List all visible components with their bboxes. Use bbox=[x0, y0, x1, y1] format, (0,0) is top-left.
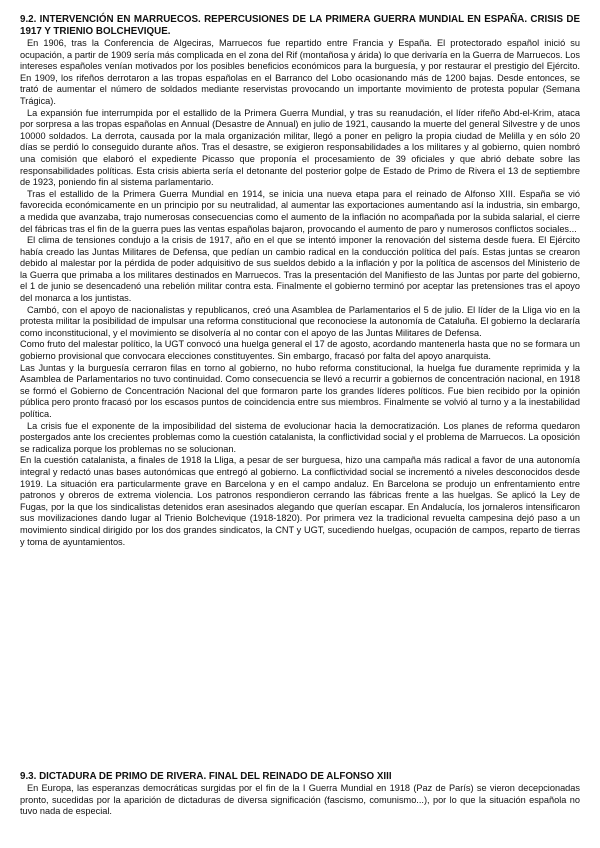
paragraph-juntas: Las Juntas y la burguesía cerraron filas en torno al gobierno, no hubo reforma constitucional, la huelga fue duramente reprimida y la Asamblea de Parlamentarios no tuvo continuidad. Como consecuencia se llevó a recurrir a gobiernos de concentración nacional, en 1918 se formó el Gobierno de Concentración Nacional del que formaron parte los grandes líderes políticos. Fue bien recibido por la opinión pública pero pronto fracasó por los escasos puntos de coincidencia entre sus miembros. Finalmente se volvió al turno y a la inestabilidad política. bbox=[20, 362, 580, 419]
paragraph-crisis-1917: El clima de tensiones condujo a la crisis de 1917, año en el que se intentó imponer la renovación del sistema desde fuera. El Ejército había creado las Juntas Militares de Defensa, que pedían un cambio radical en la conducción política del país. Estas juntas se crearon debido al malestar por la pérdida de poder adquisitivo de sus sueldos debido a la inflación y por la política de ascensos del Ministerio de la Guerra que primaba a los militares destinados en Marruecos. Tras la presentación del Manifiesto de las Juntas por parte del gobierno, el 1 de junio se desencadenó una rebelión militar contra esta. Finalmente el gobierno terminó por aceptar las pretensiones tras el apoyo del monarca a los juntistas. bbox=[20, 235, 580, 304]
section-heading: 9.2. INTERVENCIÓN EN MARRUECOS. REPERCUSIONES DE LA PRIMERA GUERRA MUNDIAL EN ESPAÑA. CRISIS DE 1917 Y TRIENIO BOLCHEVIQUE. bbox=[20, 14, 580, 37]
paragraph-annual: La expansión fue interrumpida por el estallido de la Primera Guerra Mundial, y tras su reanudación, el líder rifeño Abd-el-Krim, ataca por sorpresa a las tropas españolas en Annual (Desastre de Annual) en julio de 1921, causando la muerte del general Silvestre y de unos 10000 soldados. La derrota, causada por la mala organización militar, llegó a poner en peligro la propia ciudad de Melilla y en sólo 20 días se perdió lo conseguido durante años. Tras el desastre, se exigieron responsabilidades a los militares y al gobierno, quien nombró una comisión que elaboró el expediente Picasso que proponía el procesamiento de 39 oficiales y que abrió debate sobre las responsabilidades políticas. Esta crisis abierta sería el detonante del posterior golpe de Estado de Primo de Rivera el 13 de septiembre de 1923, poniendo fin al sistema parlamentario. bbox=[20, 107, 580, 188]
section-9-3 bbox=[20, 771, 580, 818]
paragraph-primera-guerra: Tras el estallido de la Primera Guerra Mundial en 1914, se inicia una nueva etapa para el reinado de Alfonso XIII. España se vió favorecida económicamente en un principio por su neutralidad, al aumentar las exportaciones aumentando así la industria, sin embargo, a medida que avanzaba, trajo numerosas consecuencias como el aumento de la inflación no acompañada por la subida salarial, el cierre del fábricas tras el fin de la guerra pues las ventas españolas bajaron, provocando el aumento de paro y numerosos conflictos sociales... bbox=[20, 188, 580, 234]
section-heading: 9.3. DICTADURA DE PRIMO DE RIVERA. FINAL DEL REINADO DE ALFONSO XIII bbox=[20, 771, 392, 782]
paragraph-marruecos: En 1906, tras la Conferencia de Algeciras, Marruecos fue repartido entre Francia y España. El protectorado español inició su ocupación, a partir de 1909 sería más complicada en el zona del Rif (montañosa y árida) lo que derivaría en la Guerra de Marruecos. Los intereses españoles venían motivados por los posibles beneficios económicos para la burguesía, y por restaurar el prestigio del Ejército. En 1909, los rifeños derrotaron a las tropas españolas en el Barranco del Lobo ocasionando más de 1200 bajas. Desde entonces, se trató de aumentar el número de soldados mediante reservistas provocando un importante movimiento de protesta popular (Semana Trágica). bbox=[20, 38, 580, 106]
paragraph-asamblea: Cambó, con el apoyo de nacionalistas y republicanos, creó una Asamblea de Parlamentarios el 5 de julio. El líder de la Lliga vio en la protesta militar la posibilidad de impulsar una reforma constitucional que reconociese la autonomía de Cataluña. El gobierno la declararía como inconstitucional, y el movimiento se disolvería al no contar con el apoyo de las Juntas Militares de Defensa. bbox=[20, 304, 580, 338]
paragraph-catalanismo: En la cuestión catalanista, a finales de 1918 la Lliga, a pesar de ser burguesa, hizo una campaña más radical a favor de una autonomía integral y redactó unas bases autonómicas que entregó al gobierno. La conflictividad social se incrementó a niveles desconocidos desde 1919. La situación era particularmente grave en Barcelona y en el campo andaluz. En Barcelona se produjo un enfrentamiento entre patronos y obreros de extrema violencia. Los patronos respondieron cerrando las fábricas frente a las huelgas. Se aplicó la Ley de Fugas, por la que los sindicalistas detenidos eran asesinados alegando que querían escapar. En Andalucía, los jornaleros intensificaron sus movilizaciones dando lugar al Trienio Bolchevique (1918-1820). Por primera vez la tradicional revuelta campesina dejó paso a un movimiento sindical dirigido por los dos grandes sindicatos, la CNT y UGT, sucediendo huelgas, ocupación de campos, reparto de tierras y toma de ayuntamientos. bbox=[20, 455, 580, 547]
paragraph-huelga-ugt: Como fruto del malestar político, la UGT convocó una huelga general el 17 de agosto, acordando mantenerla hasta que no se formara un gobierno provisional que convocara elecciones constituyentes. Sin embargo, fracasó por falta del apoyo anarquista. bbox=[20, 339, 580, 362]
paragraph-europa: En Europa, las esperanzas democráticas surgidas por el fin de la I Guerra Mundial en 1918 (Paz de París) se vieron decepcionadas pronto, sucedidas por la aparición de dictaduras de diversa significación (fascismo, comunismo...), por lo que la situación española no tuvo nada de especial. bbox=[20, 783, 580, 817]
section-9-2 bbox=[20, 14, 580, 548]
paragraph-crisis-sistema: La crisis fue el exponente de la imposibilidad del sistema de evolucionar hacia la democratización. Los planes de reforma quedaron postergados ante los crecientes problemas como la cuestión catalanista, la conflictividad social y el problema de Marruecos. La oposición se radicaliza porque los problemas no se solucionan. bbox=[20, 420, 580, 454]
